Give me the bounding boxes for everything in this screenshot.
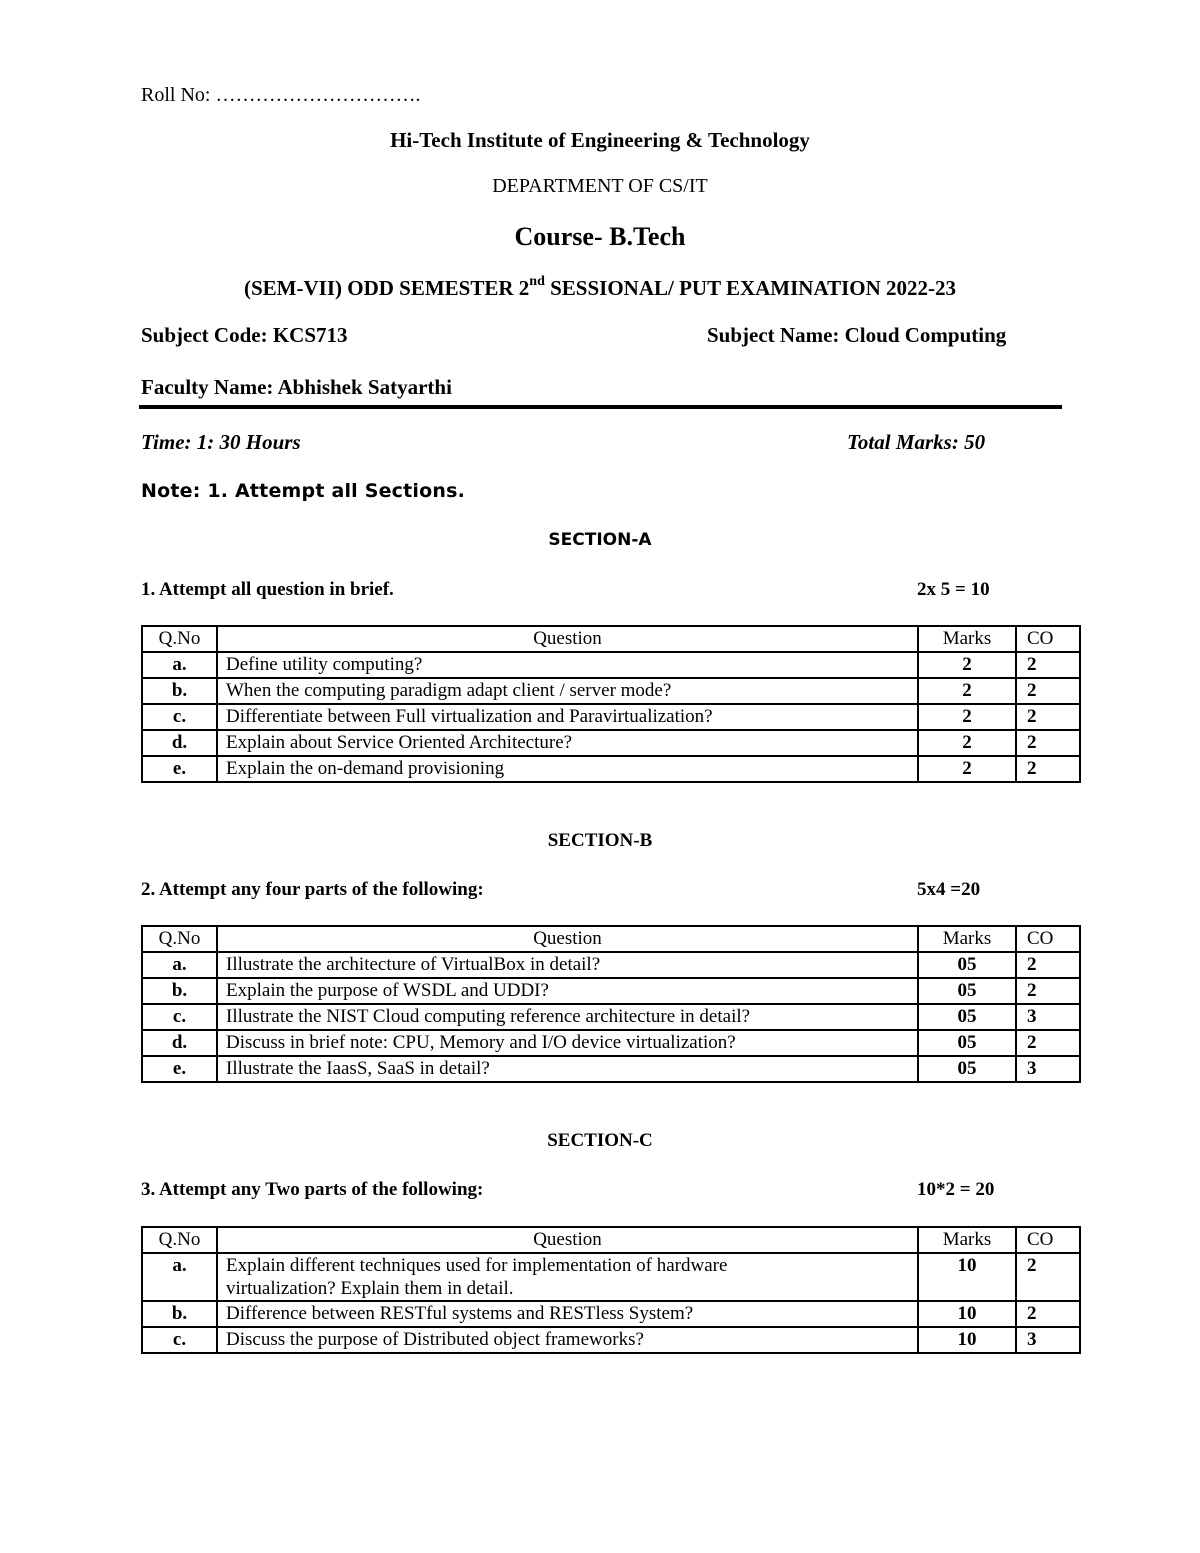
semester-title	[0, 276, 1200, 301]
row-co: 2	[1016, 756, 1080, 782]
section-b-title: SECTION-B	[547, 830, 653, 851]
row-qno: e.	[142, 756, 217, 782]
course-title: Course- B.Tech	[514, 222, 686, 251]
subject-code: Subject Code: KCS713	[141, 323, 348, 347]
table-row	[142, 952, 1080, 978]
table-row	[142, 704, 1080, 730]
semester-superscript: nd	[529, 274, 545, 289]
section-b-instruction: 2. Attempt any four parts of the following:	[141, 879, 484, 900]
row-question: Discuss the purpose of Distributed object frameworks?	[217, 1327, 918, 1353]
row-marks: 05	[918, 1004, 1016, 1030]
section-b-marks: 5x4 =20	[917, 879, 981, 900]
row-co: 3	[1016, 1004, 1080, 1030]
row-qno: d.	[142, 1030, 217, 1056]
header-qno: Q.No	[142, 1227, 217, 1253]
table-row	[142, 730, 1080, 756]
section-a-instruction: 1. Attempt all question in brief.	[141, 579, 394, 600]
row-co: 2	[1016, 1253, 1080, 1301]
row-co: 2	[1016, 652, 1080, 678]
row-marks: 05	[918, 1056, 1016, 1082]
row-qno: a.	[142, 952, 217, 978]
row-qno: b.	[142, 978, 217, 1004]
row-marks: 10	[918, 1327, 1016, 1353]
header-co: CO	[1016, 626, 1080, 652]
row-qno: b.	[142, 1301, 217, 1327]
row-question-line1: Explain different techniques used for implementation of hardware	[226, 1255, 728, 1276]
section-c-instruction: 3. Attempt any Two parts of the following:	[141, 1179, 484, 1200]
table-row	[142, 678, 1080, 704]
row-question-line2: virtualization? Explain them in detail.	[226, 1278, 514, 1299]
row-marks: 10	[918, 1301, 1016, 1327]
row-co: 2	[1016, 1301, 1080, 1327]
row-question	[217, 1253, 918, 1301]
table-header-row	[142, 626, 1080, 652]
row-question: Differentiate between Full virtualization and Paravirtualization?	[217, 704, 918, 730]
row-marks: 05	[918, 952, 1016, 978]
department-name: DEPARTMENT OF CS/IT	[492, 175, 708, 197]
row-question: Illustrate the IaasS, SaaS in detail?	[217, 1056, 918, 1082]
row-question: Explain the on-demand provisioning	[217, 756, 918, 782]
header-qno: Q.No	[142, 626, 217, 652]
header-divider	[139, 405, 1062, 409]
table-row	[142, 1301, 1080, 1327]
semester-text-post: SESSIONAL/ PUT EXAMINATION 2022-23	[544, 276, 956, 300]
row-question: When the computing paradigm adapt client / server mode?	[217, 678, 918, 704]
row-co: 2	[1016, 730, 1080, 756]
row-co: 2	[1016, 952, 1080, 978]
header-question: Question	[217, 926, 918, 952]
row-qno: c.	[142, 704, 217, 730]
row-qno: d.	[142, 730, 217, 756]
header-marks: Marks	[918, 926, 1016, 952]
header-marks: Marks	[918, 626, 1016, 652]
semester-text-pre: (SEM-VII) ODD SEMESTER 2	[244, 276, 530, 300]
row-marks: 2	[918, 730, 1016, 756]
row-marks: 2	[918, 652, 1016, 678]
section-a-title: SECTION-A	[548, 530, 652, 550]
header-qno: Q.No	[142, 926, 217, 952]
row-co: 2	[1016, 678, 1080, 704]
row-qno: a.	[142, 652, 217, 678]
header-question: Question	[217, 1227, 918, 1253]
table-header-row	[142, 926, 1080, 952]
table-row	[142, 1253, 1080, 1301]
row-co: 2	[1016, 704, 1080, 730]
row-co: 3	[1016, 1056, 1080, 1082]
roll-number-line: Roll No: ………………………….	[141, 84, 421, 106]
faculty-name: Faculty Name: Abhishek Satyarthi	[141, 375, 452, 399]
row-marks: 2	[918, 678, 1016, 704]
row-qno: e.	[142, 1056, 217, 1082]
row-qno: a.	[142, 1253, 217, 1301]
section-c-table	[141, 1226, 1081, 1354]
table-row	[142, 1030, 1080, 1056]
row-marks: 05	[918, 978, 1016, 1004]
row-co: 2	[1016, 978, 1080, 1004]
table-row	[142, 756, 1080, 782]
row-question: Explain about Service Oriented Architecture?	[217, 730, 918, 756]
section-a-marks: 2x 5 = 10	[917, 579, 990, 600]
table-row	[142, 978, 1080, 1004]
section-a-table	[141, 625, 1081, 783]
section-b-table	[141, 925, 1081, 1083]
row-question: Difference between RESTful systems and RESTless System?	[217, 1301, 918, 1327]
table-row	[142, 1056, 1080, 1082]
table-row	[142, 1327, 1080, 1353]
row-question: Illustrate the architecture of VirtualBox in detail?	[217, 952, 918, 978]
exam-note: Note: 1. Attempt all Sections.	[141, 480, 466, 502]
row-qno: c.	[142, 1004, 217, 1030]
total-marks: Total Marks: 50	[847, 430, 986, 454]
exam-time: Time: 1: 30 Hours	[141, 430, 301, 454]
row-question: Explain the purpose of WSDL and UDDI?	[217, 978, 918, 1004]
row-marks: 2	[918, 756, 1016, 782]
row-co: 2	[1016, 1030, 1080, 1056]
section-c-marks: 10*2 = 20	[917, 1179, 995, 1200]
row-co: 3	[1016, 1327, 1080, 1353]
table-row	[142, 1004, 1080, 1030]
row-qno: c.	[142, 1327, 217, 1353]
table-row	[142, 652, 1080, 678]
table-header-row	[142, 1227, 1080, 1253]
row-marks: 2	[918, 704, 1016, 730]
row-marks: 05	[918, 1030, 1016, 1056]
row-question: Define utility computing?	[217, 652, 918, 678]
header-marks: Marks	[918, 1227, 1016, 1253]
header-question: Question	[217, 626, 918, 652]
header-co: CO	[1016, 1227, 1080, 1253]
header-co: CO	[1016, 926, 1080, 952]
row-qno: b.	[142, 678, 217, 704]
subject-name: Subject Name: Cloud Computing	[707, 323, 1007, 347]
row-question: Illustrate the NIST Cloud computing reference architecture in detail?	[217, 1004, 918, 1030]
institute-name: Hi-Tech Institute of Engineering & Technology	[390, 128, 810, 152]
row-marks: 10	[918, 1253, 1016, 1301]
section-c-title: SECTION-C	[547, 1130, 653, 1151]
row-question: Discuss in brief note: CPU, Memory and I/O device virtualization?	[217, 1030, 918, 1056]
